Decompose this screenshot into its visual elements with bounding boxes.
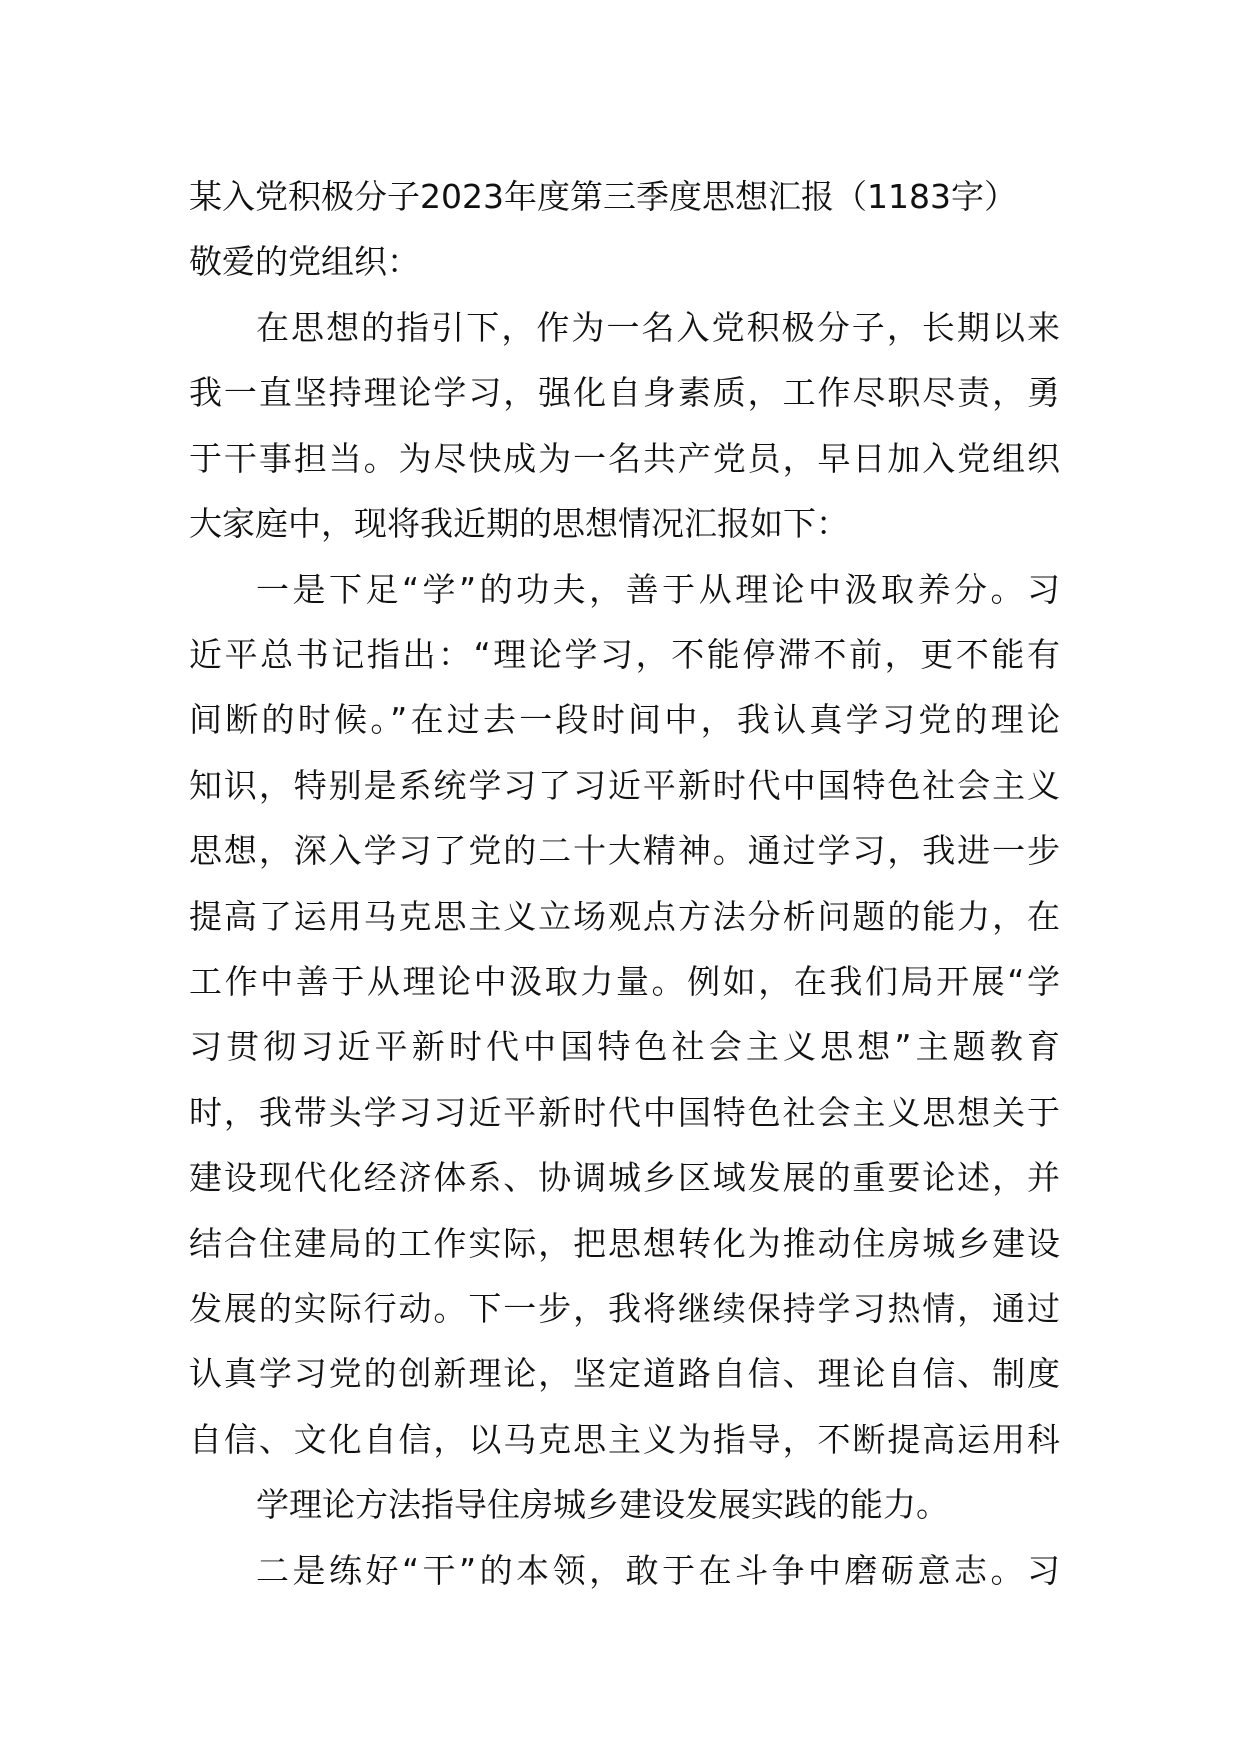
paragraph-line: 建设现代化经济体系、协调城乡区域发展的重要论述，并 — [189, 1158, 1060, 1198]
paragraph-line: 大家庭中，现将我近期的思想情况汇报如下： — [189, 504, 849, 544]
paragraph-line: 二是练好“干”的本领，敢于在斗争中磨砺意志。习 — [256, 1550, 1060, 1590]
paragraph-line: 一是下足“学”的功夫，善于从理论中汲取养分。习 — [256, 569, 1060, 609]
paragraph-line: 自信、文化自信，以马克思主义为指导，不断提高运用科 — [189, 1419, 1060, 1459]
paragraph-line: 工作中善于从理论中汲取力量。例如，在我们局开展“学 — [189, 962, 1060, 1001]
paragraph-line: 我一直坚持理论学习，强化自身素质，工作尽职尽责，勇 — [189, 373, 1060, 413]
paragraph-line: 结合住建局的工作实际，把思想转化为推动住房城乡建设 — [189, 1223, 1060, 1263]
paragraph-line: 思想，深入学习了党的二十大精神。通过学习，我进一步 — [189, 831, 1060, 871]
document-title: 某入党积极分子2023年度第三季度思想汇报（1183字） — [189, 177, 1017, 216]
paragraph-line: 学理论方法指导住房城乡建设发展实践的能力。 — [256, 1485, 949, 1525]
paragraph-line: 发展的实际行动。下一步，我将继续保持学习热情，通过 — [189, 1289, 1060, 1328]
paragraph-line: 间断的时候。”在过去一段时间中，我认真学习党的理论 — [189, 700, 1060, 740]
paragraph-line: 认真学习党的创新理论，坚定道路自信、理论自信、制度 — [189, 1354, 1060, 1394]
paragraph-line: 知识，特别是系统学习了习近平新时代中国特色社会主义 — [189, 765, 1060, 805]
paragraph-line: 在思想的指引下，作为一名入党积极分子，长期以来 — [256, 308, 1060, 347]
paragraph-line: 提高了运用马克思主义立场观点方法分析问题的能力，在 — [189, 896, 1060, 936]
paragraph-line: 于干事担当。为尽快成为一名共产党员，早日加入党组织 — [189, 438, 1060, 478]
paragraph-line: 时，我带头学习习近平新时代中国特色社会主义思想关于 — [189, 1092, 1060, 1132]
salutation: 敬爱的党组织： — [189, 242, 420, 281]
paragraph-line: 近平总书记指出：“理论学习，不能停滞不前，更不能有 — [189, 635, 1060, 674]
paragraph-line: 习贯彻习近平新时代中国特色社会主义思想”主题教育 — [189, 1027, 1060, 1067]
